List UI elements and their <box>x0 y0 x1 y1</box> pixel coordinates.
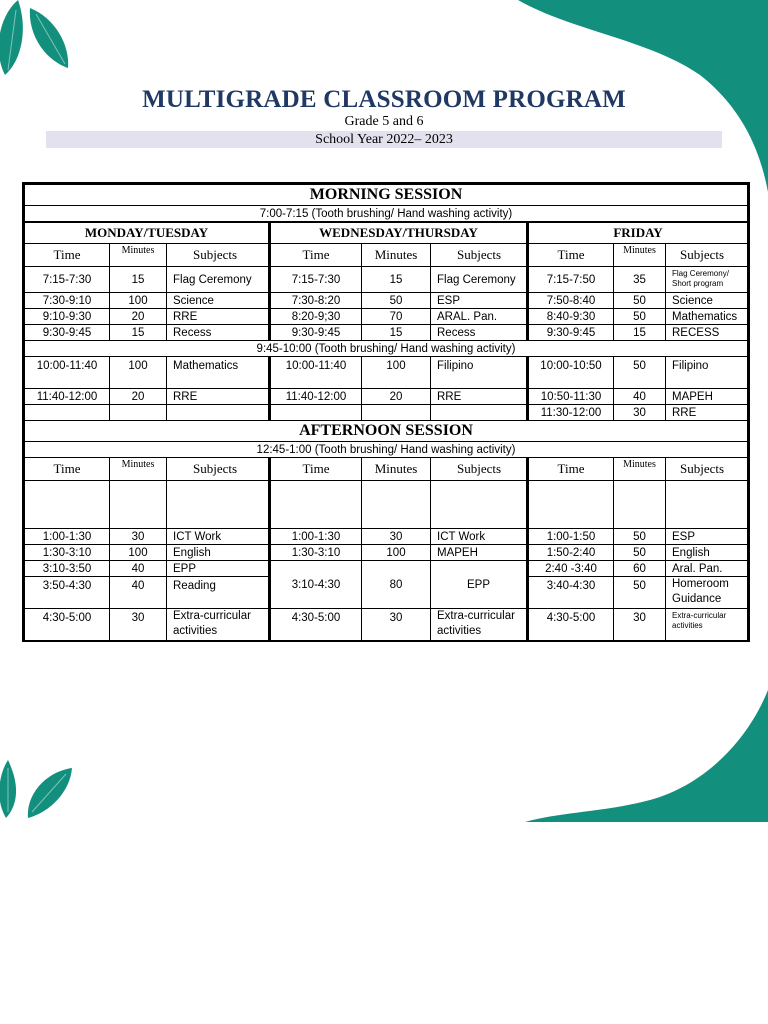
minutes-cell: 50 <box>614 545 666 561</box>
time-cell: 9:30-9:45 <box>24 325 110 341</box>
col-header-minutes: Minutes <box>110 458 167 481</box>
subject-cell: Science <box>167 293 270 309</box>
minutes-cell: 50 <box>614 309 666 325</box>
subject-cell: RRE <box>666 405 749 421</box>
time-cell: 8:40-9:30 <box>528 309 614 325</box>
subject-cell: RECESS <box>666 325 749 341</box>
empty-cell <box>362 481 431 529</box>
minutes-cell: 15 <box>362 267 431 293</box>
school-year-label: School Year 2022– 2023 <box>46 131 722 148</box>
time-cell: 9:30-9:45 <box>528 325 614 341</box>
table-row <box>24 325 749 341</box>
subject-cell: Mathematics <box>167 357 270 389</box>
empty-cell <box>270 481 362 529</box>
minutes-cell: 40 <box>110 561 167 577</box>
col-header-time: Time <box>270 244 362 267</box>
minutes-cell: 50 <box>614 577 666 609</box>
leaf-icon-bottom-left <box>0 760 72 818</box>
subject-cell: English <box>167 545 270 561</box>
afternoon-session-title: AFTERNOON SESSION <box>24 421 749 442</box>
time-cell: 11:30-12:00 <box>528 405 614 421</box>
grade-label: Grade 5 and 6 <box>344 114 424 129</box>
empty-row <box>24 481 749 529</box>
subject-cell: MAPEH <box>666 389 749 405</box>
subject-cell: RRE <box>167 389 270 405</box>
time-cell: 11:40-12:00 <box>270 389 362 405</box>
minutes-cell: 70 <box>362 309 431 325</box>
minutes-cell: 30 <box>614 609 666 641</box>
subject-cell <box>431 405 528 421</box>
column-header-row <box>24 458 749 481</box>
morning-session-row <box>24 184 749 206</box>
minutes-cell: 50 <box>614 357 666 389</box>
minutes-cell: 35 <box>614 267 666 293</box>
subject-cell: Extra-curricular activities <box>431 609 528 641</box>
time-cell: 10:00-11:40 <box>24 357 110 389</box>
subject-cell: ESP <box>431 293 528 309</box>
col-header-time: Time <box>528 244 614 267</box>
time-cell: 7:15-7:30 <box>270 267 362 293</box>
table-row <box>24 529 749 545</box>
time-cell: 4:30-5:00 <box>24 609 110 641</box>
time-cell: 7:15-7:50 <box>528 267 614 293</box>
col-header-minutes: Minutes <box>362 244 431 267</box>
col-header-minutes: Minutes <box>614 244 666 267</box>
subject-cell: EPP <box>431 561 528 609</box>
day-header-wed-thu: WEDNESDAY/THURSDAY <box>270 222 528 244</box>
col-header-time: Time <box>270 458 362 481</box>
minutes-cell: 30 <box>362 609 431 641</box>
empty-cell <box>431 481 528 529</box>
col-header-subjects: Subjects <box>666 458 749 481</box>
subject-cell: Flag Ceremony <box>167 267 270 293</box>
minutes-cell: 100 <box>110 293 167 309</box>
time-cell: 4:30-5:00 <box>528 609 614 641</box>
minutes-cell: 80 <box>362 561 431 609</box>
time-cell: 9:10-9:30 <box>24 309 110 325</box>
time-cell: 3:10-3:50 <box>24 561 110 577</box>
subject-cell: Recess <box>167 325 270 341</box>
minutes-cell: 100 <box>110 545 167 561</box>
table-row <box>24 309 749 325</box>
table-row <box>24 545 749 561</box>
col-header-minutes: Minutes <box>614 458 666 481</box>
col-header-subjects: Subjects <box>167 458 270 481</box>
day-header-row <box>24 222 749 244</box>
minutes-cell: 100 <box>362 357 431 389</box>
time-cell: 7:30-8:20 <box>270 293 362 309</box>
time-cell: 7:30-9:10 <box>24 293 110 309</box>
time-cell: 8:20-9;30 <box>270 309 362 325</box>
table-row <box>24 293 749 309</box>
subject-cell: Extra-curricular activities <box>666 609 749 641</box>
time-cell: 2:40 -3:40 <box>528 561 614 577</box>
table-row <box>24 609 749 641</box>
empty-cell <box>666 481 749 529</box>
minutes-cell: 15 <box>614 325 666 341</box>
subject-cell: RRE <box>431 389 528 405</box>
col-header-minutes: Minutes <box>362 458 431 481</box>
subject-cell: RRE <box>167 309 270 325</box>
time-cell: 1:00-1:50 <box>528 529 614 545</box>
subject-cell: Reading <box>167 577 270 609</box>
minutes-cell: 20 <box>110 389 167 405</box>
subject-cell: ICT Work <box>167 529 270 545</box>
table-row <box>24 267 749 293</box>
table-row <box>24 405 749 421</box>
minutes-cell <box>362 405 431 421</box>
table-row <box>24 389 749 405</box>
time-cell: 1:00-1:30 <box>270 529 362 545</box>
minutes-cell: 60 <box>614 561 666 577</box>
minutes-cell: 100 <box>362 545 431 561</box>
teal-wave-bottom-right <box>525 690 768 822</box>
subject-cell: Filipino <box>431 357 528 389</box>
minutes-cell: 30 <box>614 405 666 421</box>
minutes-cell: 15 <box>110 267 167 293</box>
time-cell: 11:40-12:00 <box>24 389 110 405</box>
table-row <box>24 357 749 389</box>
leaf-icon-top-left <box>0 0 68 75</box>
time-cell <box>24 405 110 421</box>
schedule-table <box>22 182 750 642</box>
subject-cell: ICT Work <box>431 529 528 545</box>
empty-cell <box>24 481 110 529</box>
minutes-cell: 50 <box>614 529 666 545</box>
time-cell: 7:50-8:40 <box>528 293 614 309</box>
time-cell <box>270 405 362 421</box>
time-cell: 3:40-4:30 <box>528 577 614 609</box>
col-header-time: Time <box>24 458 110 481</box>
minutes-cell: 15 <box>110 325 167 341</box>
minutes-cell: 50 <box>614 293 666 309</box>
col-header-subjects: Subjects <box>431 244 528 267</box>
subject-cell: Aral. Pan. <box>666 561 749 577</box>
subject-cell: Mathematics <box>666 309 749 325</box>
time-cell: 4:30-5:00 <box>270 609 362 641</box>
subject-cell: Science <box>666 293 749 309</box>
afternoon-session-row <box>24 421 749 442</box>
recess-note: 9:45-10:00 (Tooth brushing/ Hand washing activity) <box>24 341 749 357</box>
empty-cell <box>110 481 167 529</box>
table-row <box>24 561 749 577</box>
minutes-cell: 15 <box>362 325 431 341</box>
subject-cell: MAPEH <box>431 545 528 561</box>
subject-cell: EPP <box>167 561 270 577</box>
minutes-cell: 20 <box>362 389 431 405</box>
subject-cell: Recess <box>431 325 528 341</box>
subject-cell: ARAL. Pan. <box>431 309 528 325</box>
day-header-mon-tue: MONDAY/TUESDAY <box>24 222 270 244</box>
column-header-row <box>24 244 749 267</box>
minutes-cell: 100 <box>110 357 167 389</box>
time-cell: 10:50-11:30 <box>528 389 614 405</box>
subject-cell: Extra-curricular activities <box>167 609 270 641</box>
time-cell: 1:30-3:10 <box>270 545 362 561</box>
time-cell: 1:50-2:40 <box>528 545 614 561</box>
minutes-cell: 20 <box>110 309 167 325</box>
col-header-time: Time <box>24 244 110 267</box>
subject-cell: ESP <box>666 529 749 545</box>
morning-session-title: MORNING SESSION <box>24 184 749 206</box>
col-header-subjects: Subjects <box>666 244 749 267</box>
subject-cell: Flag Ceremony <box>431 267 528 293</box>
empty-cell <box>614 481 666 529</box>
minutes-cell: 30 <box>362 529 431 545</box>
time-cell: 10:00-11:40 <box>270 357 362 389</box>
minutes-cell: 30 <box>110 529 167 545</box>
subject-cell: English <box>666 545 749 561</box>
subject-cell: Homeroom Guidance <box>666 577 749 609</box>
minutes-cell: 40 <box>110 577 167 609</box>
time-cell: 3:50-4:30 <box>24 577 110 609</box>
minutes-cell: 40 <box>614 389 666 405</box>
empty-cell <box>167 481 270 529</box>
afternoon-note: 12:45-1:00 (Tooth brushing/ Hand washing activity) <box>24 442 749 458</box>
col-header-minutes: Minutes <box>110 244 167 267</box>
day-header-fri: FRIDAY <box>528 222 749 244</box>
col-header-subjects: Subjects <box>167 244 270 267</box>
minutes-cell: 30 <box>110 609 167 641</box>
minutes-cell: 50 <box>362 293 431 309</box>
time-cell: 7:15-7:30 <box>24 267 110 293</box>
empty-cell <box>528 481 614 529</box>
col-header-time: Time <box>528 458 614 481</box>
morning-note: 7:00-7:15 (Tooth brushing/ Hand washing activity) <box>24 206 749 223</box>
subject-cell: Flag Ceremony/ Short program <box>666 267 749 293</box>
time-cell: 3:10-4:30 <box>270 561 362 609</box>
col-header-subjects: Subjects <box>431 458 528 481</box>
time-cell: 1:00-1:30 <box>24 529 110 545</box>
subject-cell: Filipino <box>666 357 749 389</box>
time-cell: 10:00-10:50 <box>528 357 614 389</box>
minutes-cell <box>110 405 167 421</box>
time-cell: 9:30-9:45 <box>270 325 362 341</box>
page-title: MULTIGRADE CLASSROOM PROGRAM <box>142 86 626 113</box>
time-cell: 1:30-3:10 <box>24 545 110 561</box>
subject-cell <box>167 405 270 421</box>
